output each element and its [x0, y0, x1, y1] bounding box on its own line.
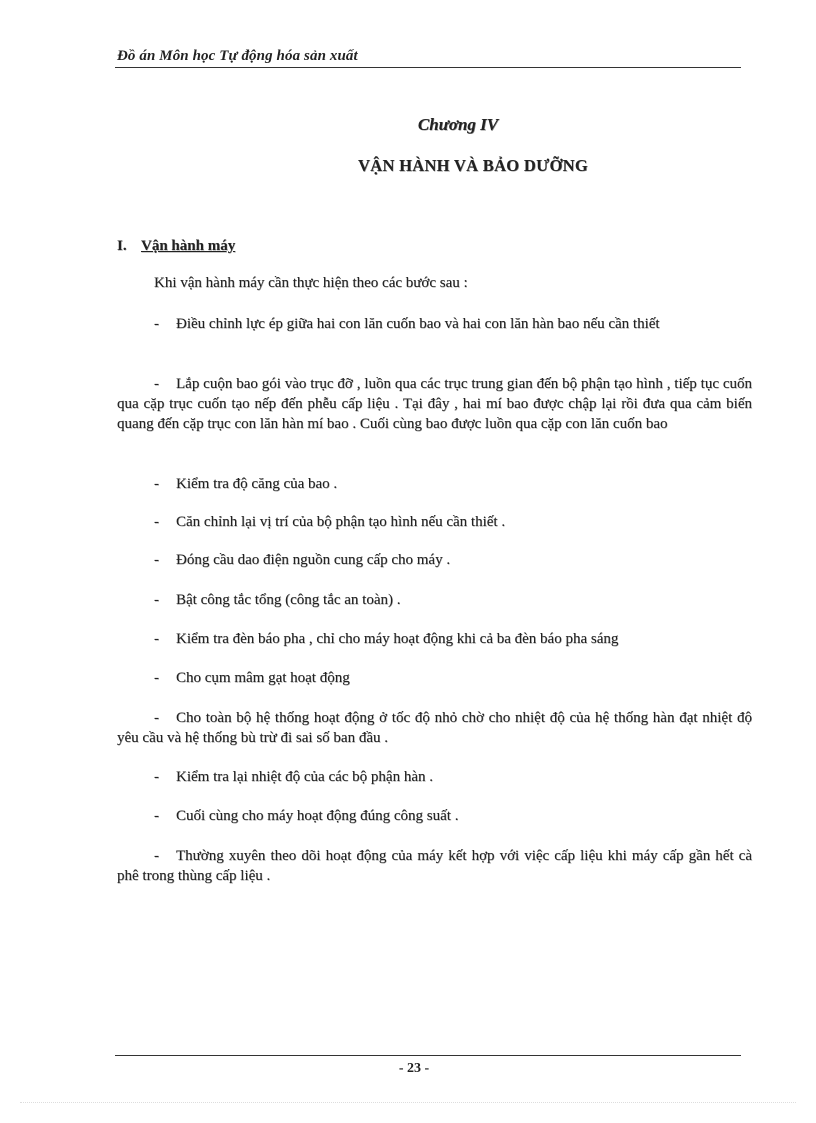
list-item-text: Bật công tắc tổng (công tắc an toàn) . — [176, 592, 401, 608]
list-item — [117, 767, 752, 787]
intro-paragraph: Khi vận hành máy cần thực hiện theo các bước sau : — [154, 275, 468, 291]
list-item-text: Kiểm tra đèn báo pha , chỉ cho máy hoạt động khi cả ba đèn báo pha sáng — [176, 631, 619, 647]
section-heading — [117, 238, 235, 255]
list-item — [117, 474, 752, 494]
list-item — [117, 314, 752, 334]
list-item-text: Đóng cầu dao điện nguồn cung cấp cho máy . — [176, 552, 451, 568]
page-edge-divider — [20, 1102, 796, 1103]
list-item — [117, 629, 752, 649]
list-item — [117, 550, 752, 570]
page-number: - 23 - — [398, 1061, 430, 1076]
list-dash: - — [154, 316, 159, 332]
chapter-label: Chương IV — [417, 115, 499, 134]
list-dash: - — [154, 376, 159, 392]
list-item-text: Cho cụm mâm gạt hoạt động — [176, 670, 350, 686]
list-dash: - — [154, 592, 159, 608]
section-title: Vận hành máy — [141, 238, 236, 254]
list-item-text: Cho toàn bộ hệ thống hoạt động ở tốc độ nhỏ chờ cho nhiệt độ của hệ thống hàn đạt nhiệt độ yêu cầu và hệ thống bù trừ đi sai số ban đầu . — [117, 710, 752, 746]
list-dash: - — [154, 848, 159, 864]
footer-divider — [115, 1055, 741, 1056]
list-dash: - — [154, 552, 159, 568]
list-dash: - — [154, 670, 159, 686]
list-item-text: Lắp cuộn bao gói vào trục đỡ , luồn qua các trục trung gian đến bộ phận tạo hình , tiếp tục cuốn qua cặp trục cuốn tạo nếp đến phễu cấp liệu . Tại đây , hai mí bao được chập lại rồi đưa qua cảm biến quang đến cặp trục con lăn hàn mí bao . Cuối cùng bao được luồn qua cặp con lăn cuốn bao — [117, 376, 752, 432]
list-item-text: Thường xuyên theo dõi hoạt động của máy kết hợp với việc cấp liệu khi máy cấp gần hết cà phê trong thùng cấp liệu . — [117, 848, 752, 884]
list-dash: - — [154, 808, 159, 824]
list-item-text: Căn chỉnh lại vị trí của bộ phận tạo hình nếu cần thiết . — [176, 514, 506, 530]
list-dash: - — [154, 710, 159, 726]
section-number: I. — [117, 238, 127, 254]
list-dash: - — [154, 514, 159, 530]
list-item-text: Kiểm tra lại nhiệt độ của các bộ phận hàn . — [176, 769, 433, 785]
chapter-title: VẬN HÀNH VÀ BẢO DƯỠNG — [358, 156, 588, 175]
list-dash: - — [154, 769, 159, 785]
list-item-text: Điều chỉnh lực ép giữa hai con lăn cuốn bao và hai con lăn hàn bao nếu cần thiết — [176, 316, 660, 332]
list-item-text: Cuối cùng cho máy hoạt động đúng công suất . — [176, 808, 459, 824]
list-item — [117, 806, 752, 826]
list-item — [117, 708, 752, 748]
header-divider — [115, 67, 741, 68]
list-dash: - — [154, 476, 159, 492]
list-item — [117, 374, 752, 434]
list-item — [117, 846, 752, 886]
running-header: Đồ án Môn học Tự động hóa sản xuất — [117, 48, 358, 64]
list-item — [117, 668, 752, 688]
list-item-text: Kiểm tra độ căng của bao . — [176, 476, 338, 492]
list-dash: - — [154, 631, 159, 647]
list-item — [117, 590, 752, 610]
list-item — [117, 512, 752, 532]
